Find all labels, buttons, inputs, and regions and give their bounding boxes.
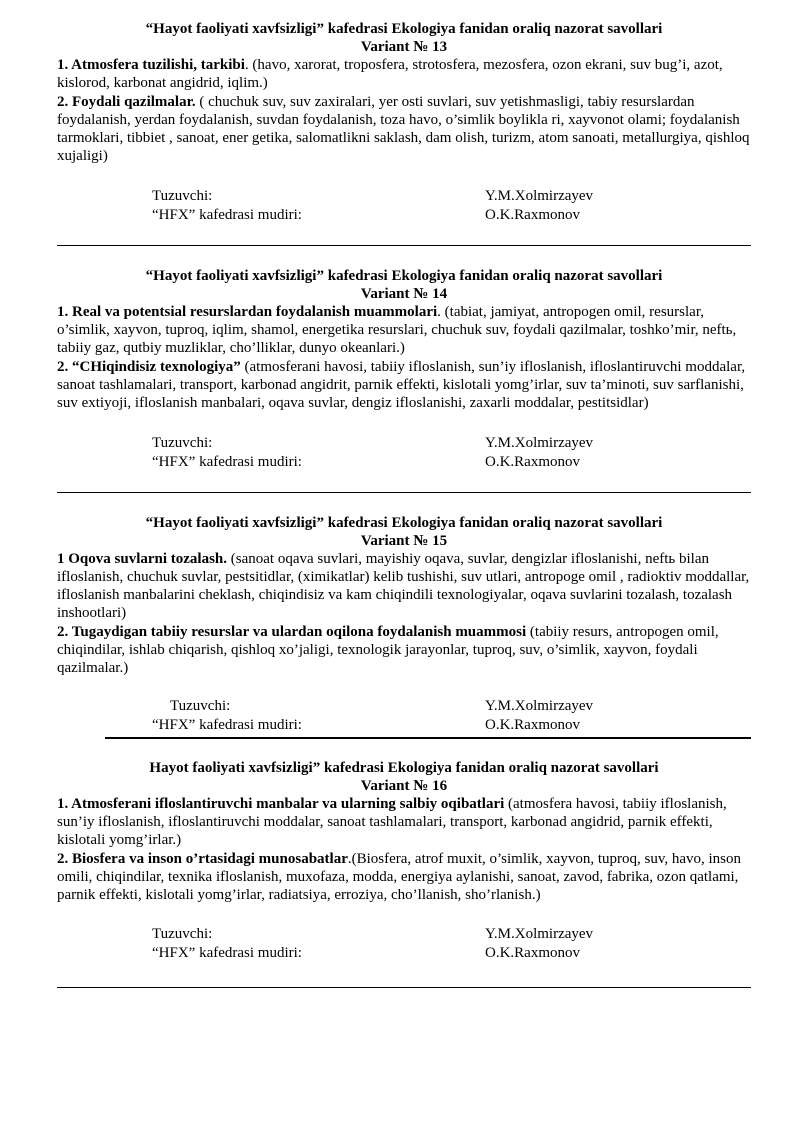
department-head-name: O.K.Raxmonov	[485, 716, 580, 733]
variant-block-15	[57, 514, 751, 737]
question-1-heading: 1. Real va potentsial resurslardan foydalanish muammolari	[57, 303, 438, 320]
question-1-keywords: (sanoat oqava suvlari, mayishiy oqava, suvlar, dengizlar ifloslanishi, neftь bilan ifloslanish, chuchuk suvlar, pestsitidlar, (ximikatlar) kelib tushishi, suv utlari, antropoge omil , radioktiv moddallar, ifloslanish manbalarini cheklash, chiqindisiz va kam chiqindili texnologiyalar, oqava suvlarini tozalash, tozalash inshootlari)	[57, 550, 750, 622]
question-2	[57, 850, 751, 905]
question-2-keywords: .(Biosfera, atrof muxit, o’simlik, xayvon, tuproq, suv, havo, inson omili, chiqindilar, texnika ifloslanish, muxofaza, modda, energiya aylanishi, sanoat, zavod, fabrika, ozon qatlami, parnik effekti, kislotali yomg’irlar, radiatsiya, erroziya, cho’llanish, sho’rlanish.)	[57, 850, 742, 904]
author-label: Tuzuvchi:	[152, 926, 213, 943]
signature-block	[57, 434, 751, 474]
author-name: Y.M.Xolmirzayev	[485, 697, 594, 714]
question-1-heading: 1. Atmosferani ifloslantiruvchi manbalar va ularning salbiy oqibatlari	[57, 795, 505, 812]
department-head-label: “HFX” kafedrasi mudiri:	[152, 716, 302, 733]
question-1	[57, 550, 751, 623]
exam-title: Hayot faoliyati xavfsizligi” kafedrasi Ekologiya fanidan oraliq nazorat savollari	[149, 759, 659, 776]
author-name: Y.M.Xolmirzayev	[485, 926, 594, 943]
exam-title: “Hayot faoliyati xavfsizligi” kafedrasi Ekologiya fanidan oraliq nazorat savollari	[145, 514, 663, 531]
question-1-keywords: . (tabiat, jamiyat, antropogen omil, resurslar, o’simlik, xayvon, tuproq, iqlim, shamol, energetika resurslari, chuchuk suv, foydali qazilmalar, toshko’mir, neftь, tabiiy gaz, qutbiy muzliklar, cho’lliklar, dunyo okeanlari.)	[57, 303, 737, 357]
question-2-heading: 2. “CHiqindisiz texnologiya”	[57, 358, 241, 375]
variant-number: Variant № 13	[360, 39, 448, 55]
question-2	[57, 93, 751, 166]
question-2	[57, 623, 751, 678]
question-2-keywords: (tabiiy resurs, antropogen omil, chiqindilar, ishlab chiqarish, qishloq xo’jaligi, texnologik jarayonlar, tuproq, suv, o’simlik, xayvon, foydali qazilmalar.)	[57, 623, 719, 677]
department-head-label: “HFX” kafedrasi mudiri:	[152, 945, 302, 962]
question-1	[57, 795, 751, 850]
section-divider	[57, 492, 751, 493]
question-2-heading: 2. Biosfera va inson o’rtasidagi munosabatlar	[57, 850, 348, 867]
question-1-keywords: . (havo, xarorat, troposfera, strotosfera, mezosfera, ozon ekrani, suv bug’i, azot, kislorod, karbonat angidrid, iqlim.)	[57, 57, 723, 92]
signature-block	[57, 187, 751, 227]
department-head-label: “HFX” kafedrasi mudiri:	[152, 453, 302, 470]
exam-title: “Hayot faoliyati xavfsizligi” kafedrasi Ekologiya fanidan oraliq nazorat savollari	[145, 21, 663, 37]
variant-number: Variant № 14	[360, 285, 448, 302]
signature-block	[57, 925, 751, 965]
variant-number: Variant № 16	[360, 777, 448, 794]
question-2-keywords: (atmosferani havosi, tabiiy ifloslanish, sun’iy ifloslanish, ifloslantiruvchi moddalar, sanoat tashlamalari, transport, karbonad angidrit, parnik effekti, kislotali yomg’irlar, suv ta’minoti, suv sarflanishi, suv extiyoji, ifloslanish manbalari, oqava suvlar, dengiz ifloslanishi, zaxarli moddalar, pestitsidlar)	[57, 358, 746, 412]
variant-number: Variant № 15	[360, 532, 448, 549]
department-head-name: O.K.Raxmonov	[485, 945, 580, 962]
variant-block-13	[57, 20, 751, 227]
question-1-heading: 1 Oqova suvlarni tozalash.	[57, 550, 228, 567]
exam-title: “Hayot faoliyati xavfsizligi” kafedrasi Ekologiya fanidan oraliq nazorat savollari	[145, 267, 663, 284]
author-name: Y.M.Xolmirzayev	[485, 434, 594, 451]
section-divider	[57, 987, 751, 988]
question-1	[57, 56, 751, 93]
question-1	[57, 303, 751, 358]
author-label: Tuzuvchi:	[170, 697, 231, 714]
department-head-label: “HFX” kafedrasi mudiri:	[152, 206, 302, 223]
author-label: Tuzuvchi:	[152, 434, 213, 451]
question-1-keywords: (atmosfera havosi, tabiiy ifloslanish, sun’iy ifloslanish, ifloslantiruvchi moddalar, sanoat tashlamalari, transport, karbonad angidrid, parnik effekti, kislotali yomg’irlar.)	[57, 795, 727, 849]
document-page	[57, 20, 751, 988]
question-2-heading: 2. Foydali qazilmalar.	[57, 93, 196, 110]
author-name: Y.M.Xolmirzayev	[485, 187, 594, 204]
department-head-name: O.K.Raxmonov	[485, 206, 580, 223]
author-label: Tuzuvchi:	[152, 187, 213, 204]
question-2-keywords: ( chuchuk suv, suv zaxiralari, yer osti suvlari, suv yetishmasligi, tabiy resurslardan foydalanish, yerdan foydalanish, suvdan foydalanish, toza havo, o’simlik boylikla ri, xayvonot olami; foydalanish tarmoklari, tibbiet , sanoat, ener getika, salomatlikni saklash, dam olish, turizm, atom sanoati, metallurgiya, qishloq xujaligi)	[57, 93, 750, 165]
question-2	[57, 358, 751, 413]
question-1-heading: 1. Atmosfera tuzilishi, tarkibi	[57, 57, 245, 73]
variant-block-16	[57, 759, 751, 966]
question-2-heading: 2. Tugaydigan tabiiy resurslar va ulardan oqilona foydalanish muammosi	[57, 623, 527, 640]
signature-block	[57, 697, 751, 737]
variant-block-14	[57, 267, 751, 474]
department-head-name: O.K.Raxmonov	[485, 453, 580, 470]
section-divider	[57, 245, 751, 246]
section-divider	[105, 737, 751, 739]
